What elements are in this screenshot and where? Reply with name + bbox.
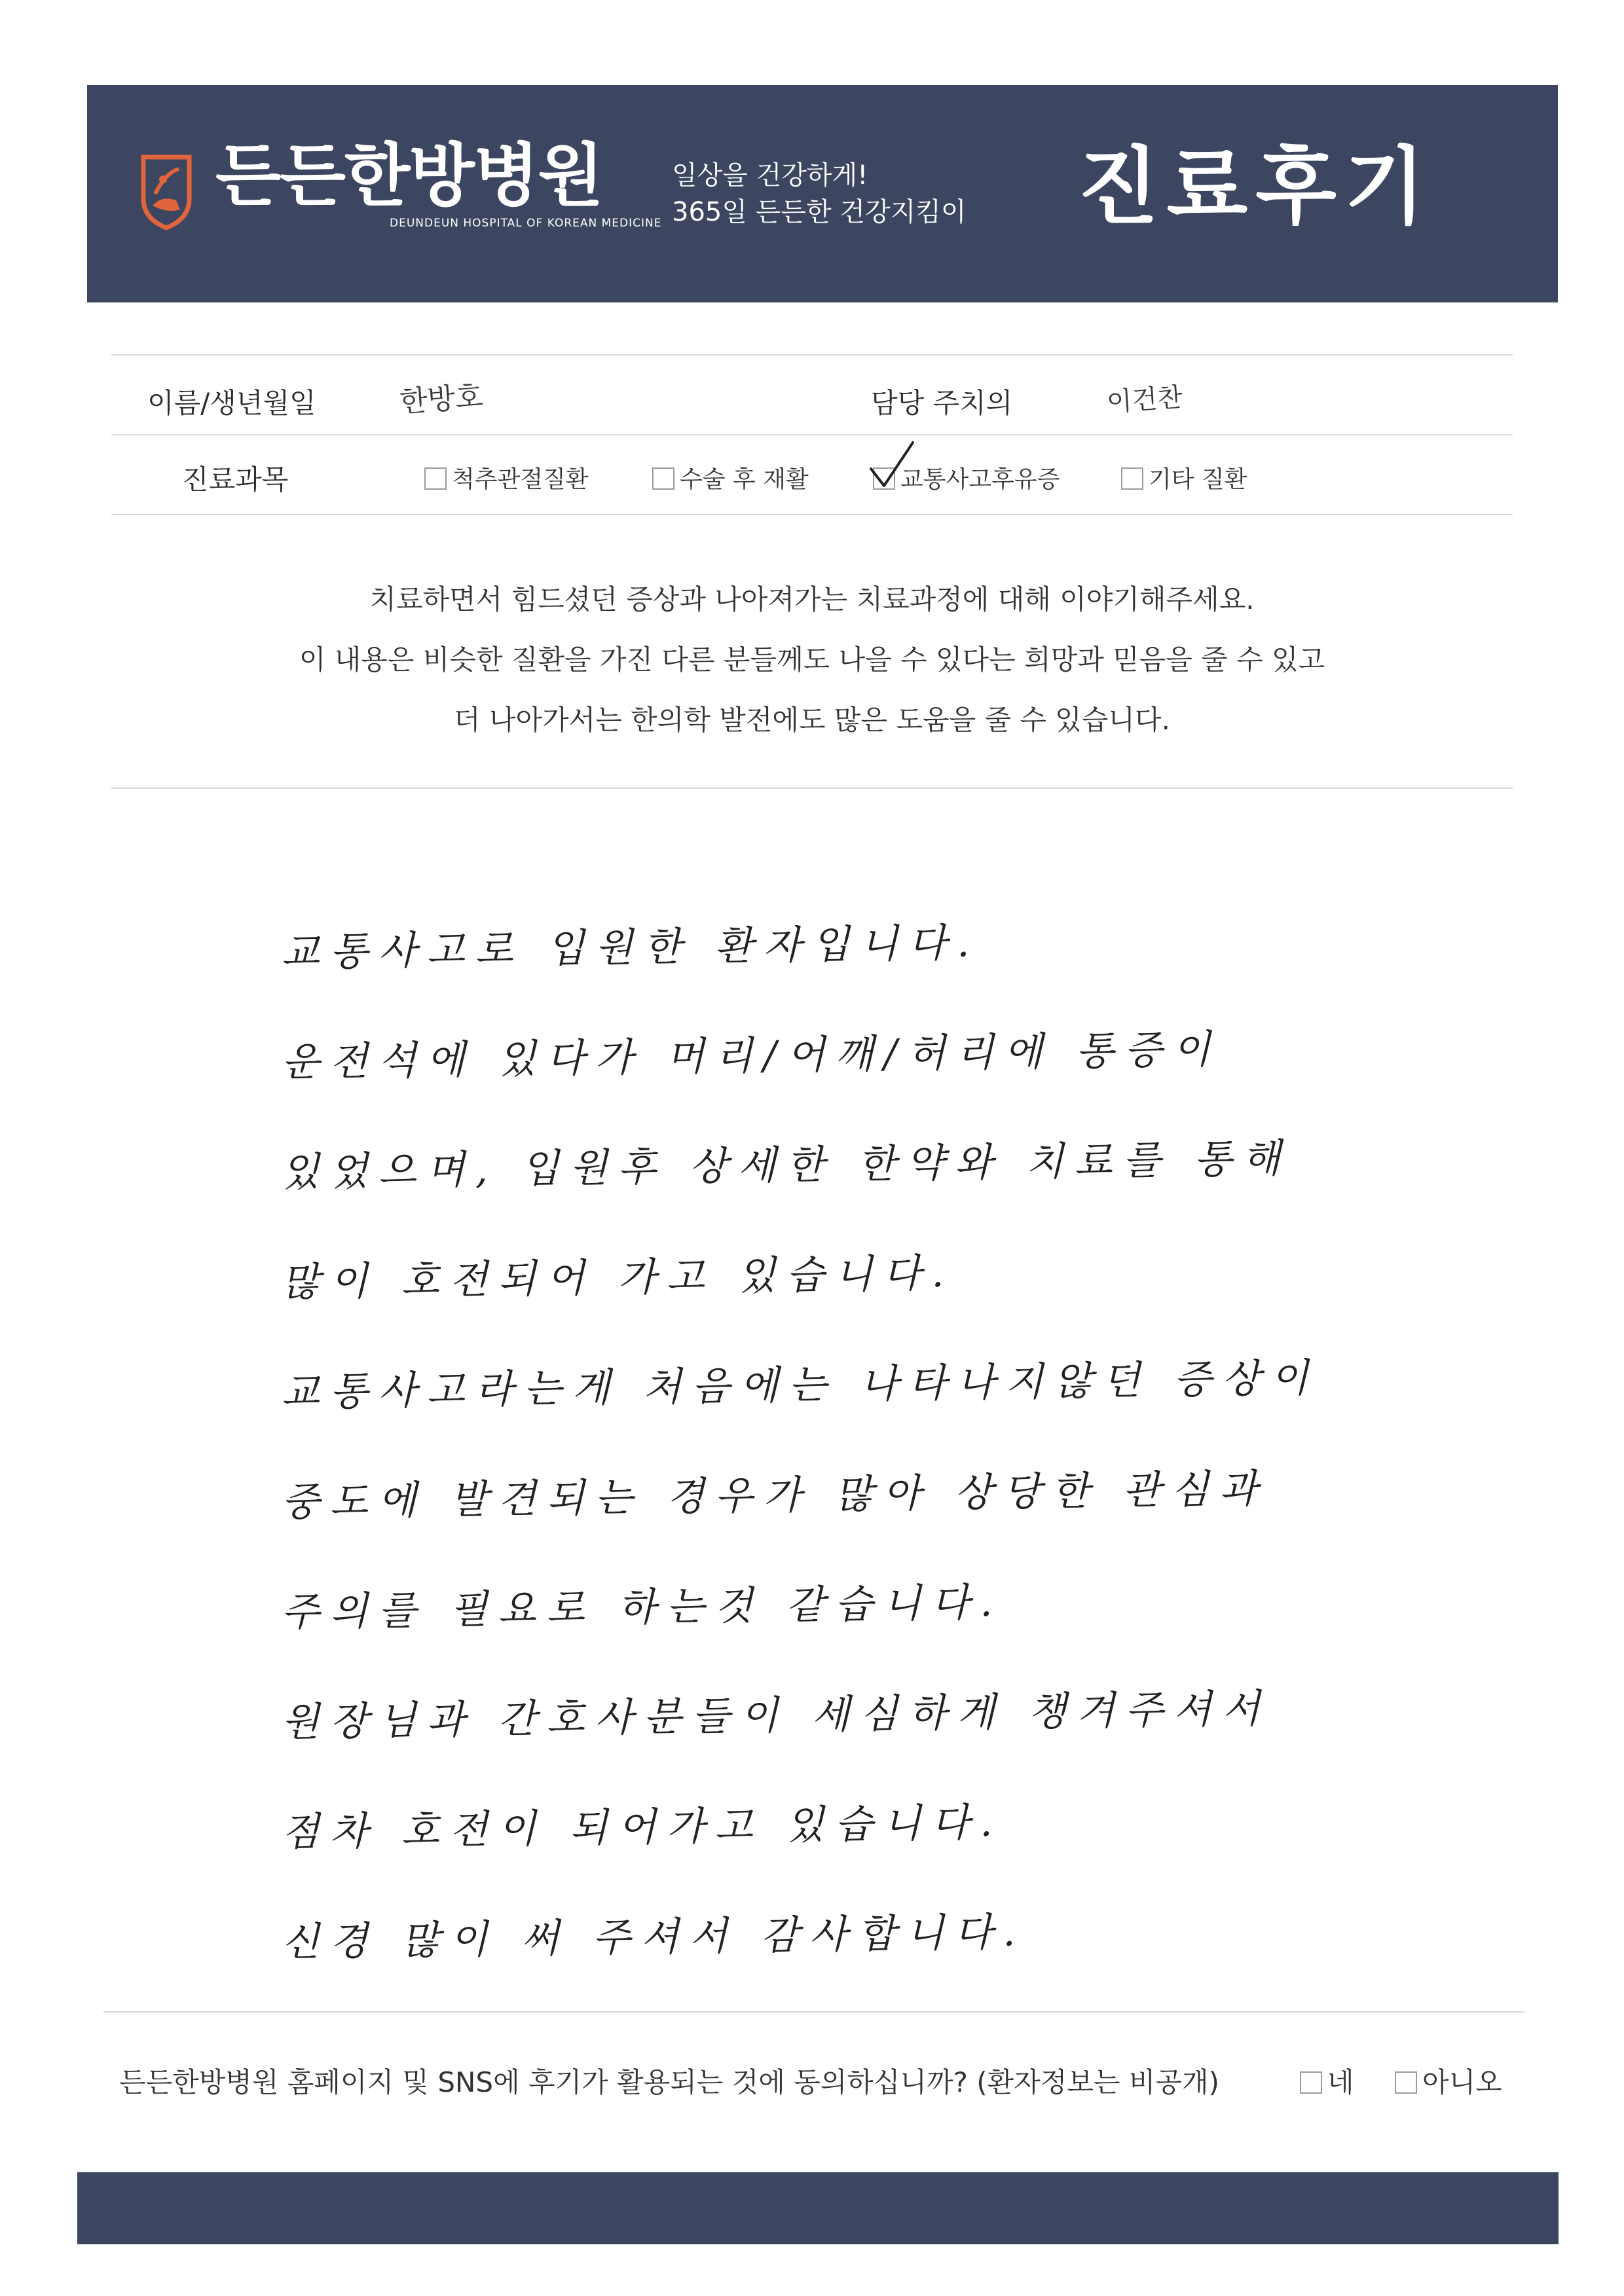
review-line: 신경 많이 써 주셔서 감사합니다. [281,1909,1026,1965]
option-post-surgery-rehab[interactable] [652,461,809,494]
tagline-line-2: 365일 든든한 건강지킴이 [672,197,967,227]
hospital-name-en: DEUNDEUN HOSPITAL OF KOREAN MEDICINE [390,217,662,230]
instruction-line-2: 이 내용은 비슷한 질환을 가진 다른 분들께도 나을 수 있다는 희망과 믿음을 줄 수 있고 [299,644,1325,676]
review-line: 교통사고로 입원한 환자입니다. [281,920,980,975]
option-label: 척추관절질환 [452,466,589,493]
review-line: 중도에 발견되는 경우가 많아 상당한 관심과 [281,1465,1268,1525]
checkbox[interactable] [652,467,674,490]
review-line: 교통사고라는게 처음에는 나타나지않던 증상이 [281,1355,1320,1415]
form-header [87,85,1558,302]
checkbox[interactable] [1395,2071,1417,2094]
consent-no[interactable] [1395,2061,1502,2100]
hospital-name: 든든한방병원 [215,136,602,215]
divider [111,354,1513,355]
instruction-line-1: 치료하면서 힘드셨던 증상과 나아져가는 치료과정에 대해 이야기해주세요. [369,583,1255,615]
consent-yes[interactable] [1300,2061,1354,2100]
checkbox[interactable] [1121,467,1143,490]
handwritten-review[interactable] [282,910,1447,2010]
form-footer [77,2172,1559,2244]
checkmark-icon [868,440,915,490]
option-label: 수술 후 재활 [680,466,809,493]
department-label: 진료과목 [182,464,289,496]
review-line: 원장님과 간호사분들이 세심하게 챙겨주셔서 [281,1685,1271,1745]
option-spine-joint[interactable] [424,461,589,494]
name-value[interactable]: 한방호 [398,380,485,419]
review-line: 점차 호전이 되어가고 있습니다. [281,1799,1003,1855]
instruction-line-3: 더 나아가서는 한의학 발전에도 많은 도움을 줄 수 있습니다. [454,704,1170,736]
option-label: 기타 질환 [1149,466,1247,493]
review-line: 주의를 필요로 하는것 같습니다. [281,1579,1003,1635]
hospital-logo-icon [139,153,193,230]
doctor-label: 담당 주치의 [871,387,1013,419]
instructions [111,570,1513,750]
divider [111,514,1513,515]
review-line: 있었으며, 입원후 상세한 한약와 치료를 통해 [281,1135,1291,1195]
doctor-value[interactable]: 이건찬 [1105,382,1184,418]
review-line: 운전석에 있다가 머리/어깨/허리에 통증이 [281,1026,1222,1085]
divider [103,2011,1524,2013]
tagline-line-1: 일상을 건강하게! [672,160,868,191]
consent-question: 든든한방병원 홈페이지 및 SNS에 후기가 활용되는 것에 동의하십니까? (환자정보는 비공개) [119,2066,1219,2098]
option-other[interactable] [1121,461,1247,494]
checkbox[interactable] [424,467,447,490]
consent-no-label: 아니오 [1422,2066,1502,2098]
form-title: 진료후기 [1078,138,1433,236]
review-line: 많이 호전되어 가고 있습니다. [281,1250,955,1305]
divider [111,788,1513,789]
tagline [672,157,967,230]
checkbox[interactable] [1300,2071,1322,2094]
name-label: 이름/생년월일 [147,387,316,419]
consent-yes-label: 네 [1327,2066,1354,2098]
divider [111,434,1513,435]
option-label: 교통사고후유증 [900,466,1060,493]
